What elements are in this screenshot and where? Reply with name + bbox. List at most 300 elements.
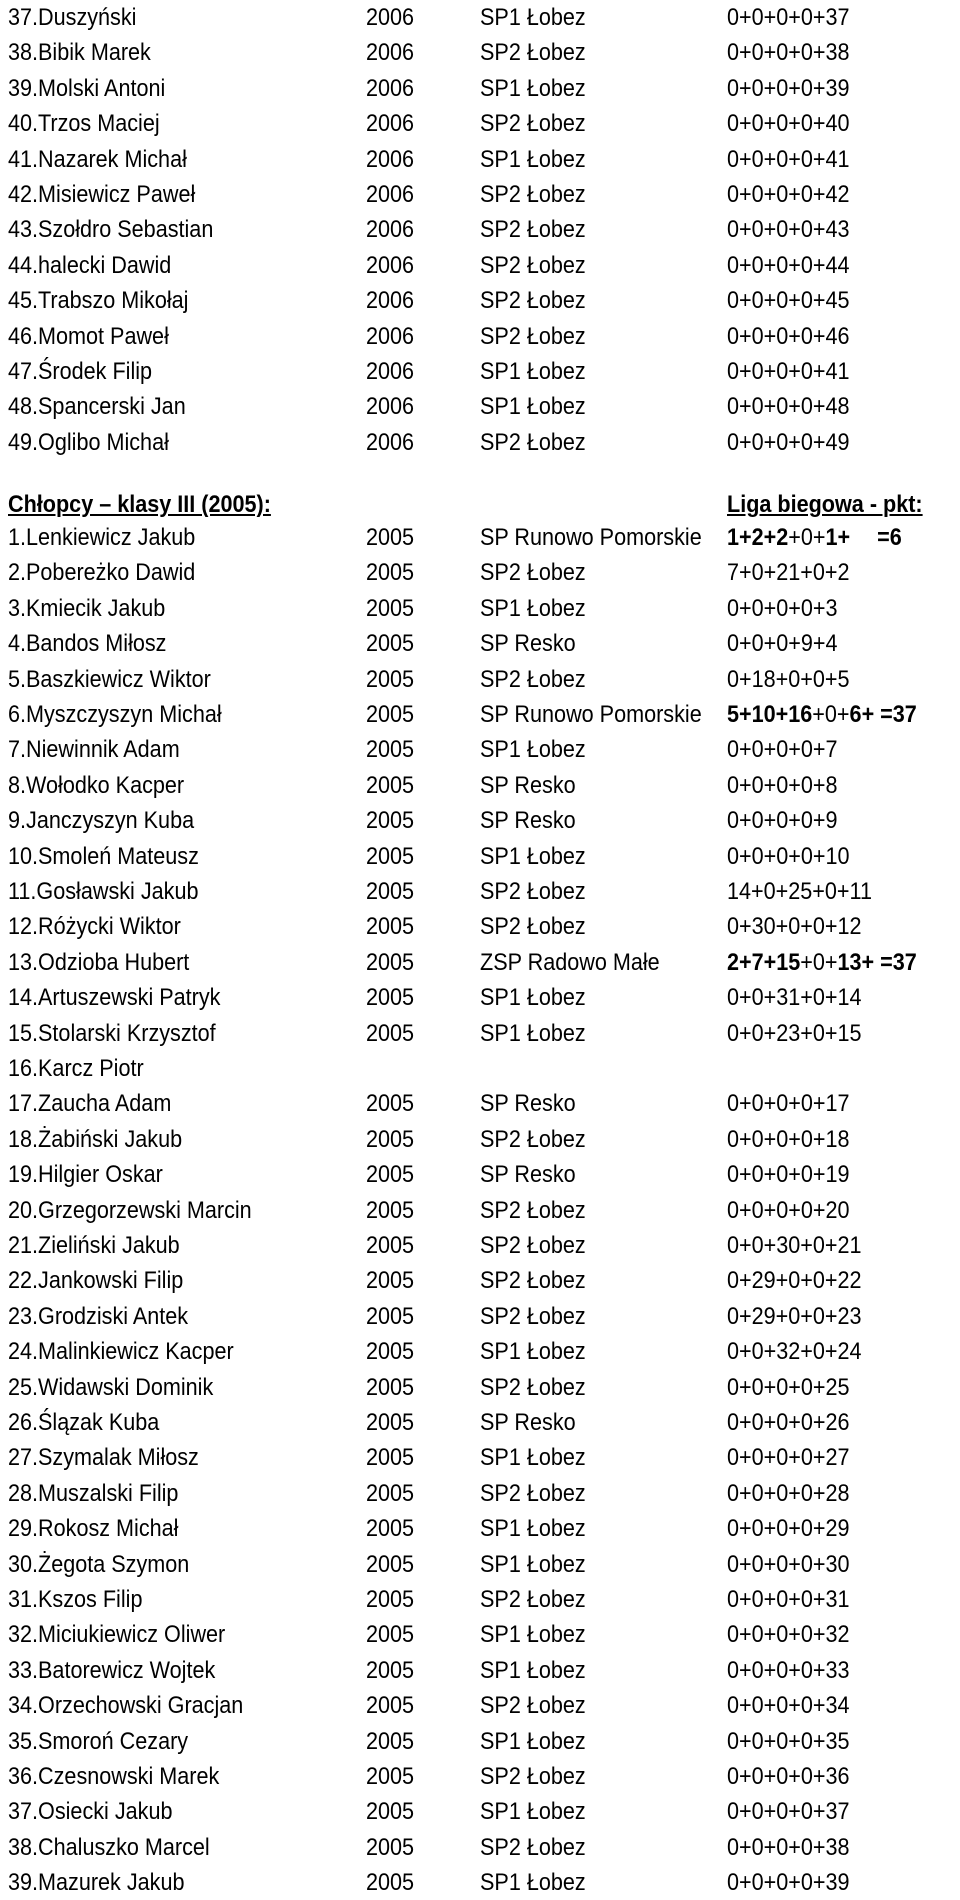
table-row (0, 1830, 960, 1865)
athlete-name: 27.Szymalak Miłosz (8, 1444, 199, 1472)
points-cell (727, 177, 850, 212)
points-cell (727, 248, 850, 283)
school-name: SP Resko (480, 1090, 576, 1118)
school-name: SP2 Łobez (480, 1267, 586, 1295)
points-cell (727, 1830, 850, 1865)
birth-year: 2005 (366, 1090, 415, 1118)
points-segment: 0+0+0+0+32 (727, 1621, 850, 1649)
athlete-name: 1.Lenkiewicz Jakub (8, 524, 196, 551)
athlete-name: 41.Nazarek Michał (8, 145, 187, 173)
school-name: SP Resko (480, 1409, 576, 1436)
school-name: SP1 Łobez (480, 1444, 586, 1472)
athlete-name: 2.Pobereżko Dawid (8, 559, 196, 587)
points-segment: 0+0+0+0+45 (727, 287, 850, 315)
school-name: SP2 Łobez (480, 1833, 586, 1861)
points-cell (727, 1653, 850, 1688)
table-row (0, 1582, 960, 1617)
points-segment: 0+0+0+0+41 (727, 145, 850, 173)
birth-year: 2005 (366, 984, 415, 1012)
table-row (0, 1440, 960, 1475)
school-name: SP2 Łobez (480, 1586, 586, 1613)
school-name: SP2 Łobez (480, 39, 586, 67)
school-name: SP1 Łobez (480, 145, 586, 173)
school-name: SP1 Łobez (480, 842, 586, 870)
school-name: SP2 Łobez (480, 665, 586, 693)
school-name: SP1 Łobez (480, 984, 586, 1012)
points-cell (727, 1370, 850, 1405)
points-cell (727, 1511, 850, 1546)
athlete-name: 7.Niewinnik Adam (8, 736, 180, 764)
birth-year: 2005 (366, 524, 415, 551)
points-cell (727, 1086, 850, 1121)
points-segment: 6+ =37 (849, 701, 917, 728)
points-segment: 0+0+23+0+15 (727, 1019, 862, 1047)
points-cell (727, 1617, 850, 1652)
points-segment: 5+10+16 (727, 701, 813, 728)
points-segment: +0+ (788, 524, 826, 551)
birth-year: 2005 (366, 1409, 415, 1436)
athlete-name: 4.Bandos Miłosz (8, 630, 167, 658)
athlete-name: 24.Malinkiewicz Kacper (8, 1338, 234, 1366)
birth-year: 2005 (366, 701, 415, 728)
athlete-name: 14.Artuszewski Patryk (8, 984, 221, 1012)
athlete-name: 45.Trabszo Mikołaj (8, 287, 189, 315)
school-name: SP1 Łobez (480, 594, 586, 622)
table-row (0, 980, 960, 1015)
athlete-name: 30.Żegota Szymon (8, 1550, 190, 1578)
points-segment: 0+0+0+0+33 (727, 1656, 850, 1684)
table-row (0, 354, 960, 389)
table-row (0, 106, 960, 141)
athlete-name: 48.Spancerski Jan (8, 393, 186, 421)
school-name: SP2 Łobez (480, 1196, 586, 1224)
athlete-name: 18.Żabiński Jakub (8, 1125, 183, 1153)
athlete-name: 21.Zieliński Jakub (8, 1232, 180, 1259)
birth-year: 2005 (366, 1692, 415, 1720)
birth-year: 2005 (366, 1833, 415, 1861)
table-row (0, 1794, 960, 1829)
athlete-name: 46.Momot Paweł (8, 322, 169, 350)
points-segment: 0+0+0+0+31 (727, 1586, 850, 1613)
points-segment: 0+0+0+0+36 (727, 1763, 850, 1790)
athlete-name: 10.Smoleń Mateusz (8, 842, 199, 870)
points-cell (727, 1157, 850, 1192)
school-name: SP2 Łobez (480, 913, 586, 941)
table-row (0, 945, 960, 980)
birth-year: 2005 (366, 736, 415, 764)
athlete-name: 20.Grzegorzewski Marcin (8, 1196, 252, 1224)
points-cell (727, 945, 917, 980)
points-cell (727, 1440, 850, 1475)
table-row (0, 697, 960, 732)
athlete-name: 16.Karcz Piotr (8, 1055, 144, 1082)
birth-year: 2005 (366, 1621, 415, 1649)
birth-year: 2005 (366, 1869, 415, 1897)
athlete-name: 28.Muszalski Filip (8, 1479, 179, 1507)
table-row (0, 212, 960, 247)
table-row (0, 248, 960, 283)
table-row (0, 1688, 960, 1723)
birth-year: 2006 (366, 322, 415, 350)
athlete-name: 23.Grodziski Antek (8, 1302, 189, 1330)
birth-year: 2005 (366, 1232, 415, 1259)
athlete-name: 19.Hilgier Oskar (8, 1161, 163, 1189)
school-name: SP1 Łobez (480, 1515, 586, 1543)
school-name: SP2 Łobez (480, 1692, 586, 1720)
athlete-name: 35.Smoroń Cezary (8, 1727, 189, 1755)
table-row (0, 1653, 960, 1688)
athlete-name: 31.Kszos Filip (8, 1586, 143, 1613)
points-cell (727, 425, 850, 460)
school-name: SP2 Łobez (480, 1125, 586, 1153)
points-cell (727, 142, 850, 177)
points-segment: 0+0+0+0+39 (727, 74, 850, 102)
school-name: SP2 Łobez (480, 110, 586, 138)
table-row (0, 1511, 960, 1546)
points-segment: 7+0+21+0+2 (727, 559, 850, 587)
points-cell (727, 1228, 862, 1263)
athlete-name: 8.Wołodko Kacper (8, 771, 185, 799)
table-row (0, 283, 960, 318)
points-cell (727, 874, 872, 909)
table-row (0, 520, 960, 555)
birth-year: 2005 (366, 878, 415, 905)
athlete-name: 34.Orzechowski Gracjan (8, 1692, 244, 1720)
athlete-name: 11.Gosławski Jakub (8, 878, 199, 905)
athlete-name: 29.Rokosz Michał (8, 1515, 179, 1543)
athlete-name: 22.Jankowski Filip (8, 1267, 184, 1295)
birth-year: 2005 (366, 630, 415, 658)
athlete-name: 49.Oglibo Michał (8, 428, 169, 456)
birth-year: 2005 (366, 1019, 415, 1047)
birth-year: 2005 (366, 594, 415, 622)
points-segment: 1+2+2 (727, 524, 789, 551)
school-name: SP1 Łobez (480, 358, 586, 385)
points-segment: 0+0+0+0+34 (727, 1692, 850, 1720)
table-row (0, 71, 960, 106)
school-name: SP1 Łobez (480, 1656, 586, 1684)
school-name: SP2 Łobez (480, 428, 586, 456)
table-row (0, 1370, 960, 1405)
school-name: SP Resko (480, 1161, 576, 1189)
points-segment: 0+0+0+0+41 (727, 358, 850, 385)
points-cell (727, 283, 850, 318)
points-segment: 0+0+0+0+49 (727, 428, 850, 456)
athlete-name: 33.Batorewicz Wojtek (8, 1656, 216, 1684)
school-name: SP1 Łobez (480, 74, 586, 102)
points-segment: 0+0+32+0+24 (727, 1338, 862, 1366)
points-cell (727, 35, 850, 70)
athlete-name: 6.Myszczyszyn Michał (8, 701, 222, 728)
table-row (0, 803, 960, 838)
birth-year: 2006 (366, 358, 415, 385)
points-segment: 2+7+15 (727, 948, 801, 976)
table-row (0, 1016, 960, 1051)
school-name: SP2 Łobez (480, 1373, 586, 1401)
points-segment: 0+0+0+0+10 (727, 842, 850, 870)
points-cell (727, 520, 902, 555)
points-segment: 0+0+0+0+8 (727, 771, 838, 799)
birth-year: 2005 (366, 1763, 415, 1790)
table-row (0, 177, 960, 212)
points-segment: 0+0+0+0+25 (727, 1373, 850, 1401)
points-cell (727, 555, 850, 590)
points-cell (727, 768, 838, 803)
table-row (0, 389, 960, 424)
table-row (0, 1724, 960, 1759)
birth-year: 2005 (366, 1338, 415, 1366)
table-row (0, 874, 960, 909)
birth-year: 2006 (366, 181, 415, 208)
points-segment: =6 (877, 524, 902, 551)
birth-year: 2005 (366, 913, 415, 941)
table-row (0, 1122, 960, 1157)
table-row (0, 1476, 960, 1511)
school-name: SP Resko (480, 771, 576, 799)
points-segment: 0+0+0+0+3 (727, 594, 838, 622)
points-cell (727, 1759, 850, 1794)
birth-year: 2006 (366, 216, 415, 244)
birth-year: 2005 (366, 1373, 415, 1401)
points-cell (727, 106, 850, 141)
school-name: SP2 Łobez (480, 1479, 586, 1507)
points-segment: 0+0+31+0+14 (727, 984, 862, 1012)
points-segment: 0+0+0+0+19 (727, 1161, 850, 1189)
table-row (0, 1051, 960, 1086)
athlete-name: 25.Widawski Dominik (8, 1373, 214, 1401)
birth-year: 2006 (366, 110, 415, 138)
birth-year: 2005 (366, 1586, 415, 1613)
school-name: SP1 Łobez (480, 4, 586, 31)
points-segment: +0+ (800, 948, 838, 976)
athlete-name: 39.Mazurek Jakub (8, 1869, 185, 1897)
table-row (0, 555, 960, 590)
points-segment: 0+0+0+0+39 (727, 1869, 850, 1897)
school-name: SP2 Łobez (480, 251, 586, 279)
table-row (0, 35, 960, 70)
table-row (0, 1299, 960, 1334)
birth-year: 2005 (366, 948, 415, 976)
points-cell (727, 389, 850, 424)
section-header (0, 487, 960, 522)
athlete-name: 37.Osiecki Jakub (8, 1798, 173, 1826)
table-row (0, 1193, 960, 1228)
birth-year: 2005 (366, 1727, 415, 1755)
points-segment: 0+0+0+0+26 (727, 1409, 850, 1436)
birth-year: 2005 (366, 1125, 415, 1153)
birth-year: 2006 (366, 287, 415, 315)
athlete-name: 40.Trzos Maciej (8, 110, 160, 138)
school-name: SP2 Łobez (480, 322, 586, 350)
points-segment: 0+0+0+0+20 (727, 1196, 850, 1224)
birth-year: 2005 (366, 1444, 415, 1472)
points-segment: 1+ (825, 524, 851, 551)
points-cell (727, 0, 850, 35)
birth-year: 2005 (366, 1302, 415, 1330)
table-row (0, 142, 960, 177)
points-segment: 0+0+0+0+35 (727, 1727, 850, 1755)
birth-year: 2006 (366, 4, 415, 31)
points-cell (727, 1016, 862, 1051)
section-heading: Chłopcy – klasy III (2005): (8, 491, 271, 518)
points-cell (727, 1865, 850, 1900)
points-cell (727, 71, 850, 106)
points-segment: 0+0+0+0+27 (727, 1444, 850, 1472)
points-segment: 0+30+0+0+12 (727, 913, 862, 941)
birth-year: 2006 (366, 428, 415, 456)
athlete-name: 26.Ślązak Kuba (8, 1409, 160, 1436)
points-segment: 0+0+30+0+21 (727, 1232, 862, 1259)
school-name: SP1 Łobez (480, 1869, 586, 1897)
points-cell (727, 732, 838, 767)
table-row (0, 319, 960, 354)
table-row (0, 1759, 960, 1794)
birth-year: 2005 (366, 1550, 415, 1578)
athlete-name: 12.Różycki Wiktor (8, 913, 181, 941)
table-row (0, 768, 960, 803)
points-cell (727, 1334, 862, 1369)
points-segment: 0+0+0+0+18 (727, 1125, 850, 1153)
birth-year: 2005 (366, 559, 415, 587)
table-row (0, 1865, 960, 1900)
table-row (0, 425, 960, 460)
school-name: SP Runowo Pomorskie (480, 524, 702, 551)
birth-year: 2005 (366, 771, 415, 799)
table-row (0, 839, 960, 874)
points-segment: 0+0+0+0+37 (727, 4, 850, 31)
school-name: SP Resko (480, 807, 576, 835)
school-name: SP1 Łobez (480, 1727, 586, 1755)
athlete-name: 39.Molski Antoni (8, 74, 166, 102)
birth-year: 2005 (366, 1798, 415, 1826)
birth-year: 2005 (366, 1656, 415, 1684)
table-row (0, 1405, 960, 1440)
points-cell (727, 980, 862, 1015)
points-segment: 0+0+0+0+43 (727, 216, 850, 244)
points-segment: 0+0+0+0+46 (727, 322, 850, 350)
school-name: SP2 Łobez (480, 1232, 586, 1259)
birth-year: 2006 (366, 251, 415, 279)
athlete-name: 13.Odzioba Hubert (8, 948, 190, 976)
points-cell (727, 662, 850, 697)
school-name: SP Resko (480, 630, 576, 658)
school-name: SP2 Łobez (480, 878, 586, 905)
birth-year: 2005 (366, 1161, 415, 1189)
birth-year: 2006 (366, 74, 415, 102)
table-row (0, 1547, 960, 1582)
points-cell (727, 803, 838, 838)
school-name: SP1 Łobez (480, 1338, 586, 1366)
athlete-name: 42.Misiewicz Paweł (8, 181, 196, 208)
birth-year: 2006 (366, 145, 415, 173)
points-cell (727, 319, 850, 354)
table-row (0, 732, 960, 767)
school-name: SP2 Łobez (480, 216, 586, 244)
birth-year: 2005 (366, 1267, 415, 1295)
athlete-name: 47.Środek Filip (8, 358, 153, 385)
points-segment: 0+18+0+0+5 (727, 665, 850, 693)
birth-year: 2005 (366, 807, 415, 835)
points-segment: 0+0+0+0+48 (727, 393, 850, 421)
points-cell (727, 1724, 850, 1759)
athlete-name: 32.Miciukiewicz Oliwer (8, 1621, 226, 1649)
athlete-name: 37.Duszyński (8, 4, 137, 31)
points-cell (727, 212, 850, 247)
table-row (0, 0, 960, 35)
birth-year: 2005 (366, 1196, 415, 1224)
points-cell (727, 354, 850, 389)
table-row (0, 1334, 960, 1369)
school-name: ZSP Radowo Małe (480, 948, 660, 976)
points-segment: 0+0+0+0+38 (727, 1833, 850, 1861)
athlete-name: 38.Chaluszko Marcel (8, 1833, 210, 1861)
points-segment: 0+0+0+0+7 (727, 736, 838, 764)
school-name: SP2 Łobez (480, 1302, 586, 1330)
points-segment: 0+0+0+0+40 (727, 110, 850, 138)
points-cell (727, 591, 838, 626)
table-row (0, 626, 960, 661)
points-segment: 0+0+0+0+30 (727, 1550, 850, 1578)
points-segment: 14+0+25+0+11 (727, 878, 872, 905)
athlete-name: 44.halecki Dawid (8, 251, 172, 279)
birth-year: 2005 (366, 842, 415, 870)
points-segment: 13+ =37 (837, 948, 917, 976)
athlete-name: 36.Czesnowski Marek (8, 1763, 220, 1790)
athlete-name: 9.Janczyszyn Kuba (8, 807, 195, 835)
points-cell (727, 1547, 850, 1582)
points-segment: 0+0+0+9+4 (727, 630, 838, 658)
athlete-name: 38.Bibik Marek (8, 39, 151, 67)
athlete-name: 3.Kmiecik Jakub (8, 594, 166, 622)
points-segment: 0+0+0+0+9 (727, 807, 838, 835)
table-row (0, 1617, 960, 1652)
points-cell (727, 1688, 850, 1723)
athlete-name: 15.Stolarski Krzysztof (8, 1019, 216, 1047)
points-segment: 0+0+0+0+17 (727, 1090, 850, 1118)
school-name: SP Runowo Pomorskie (480, 701, 702, 728)
school-name: SP2 Łobez (480, 559, 586, 587)
table-row (0, 1157, 960, 1192)
points-cell (727, 1476, 850, 1511)
points-cell (727, 1299, 862, 1334)
birth-year: 2006 (366, 39, 415, 67)
school-name: SP2 Łobez (480, 287, 586, 315)
school-name: SP1 Łobez (480, 1550, 586, 1578)
school-name: SP1 Łobez (480, 1798, 586, 1826)
table-row (0, 1086, 960, 1121)
points-cell (727, 909, 862, 944)
points-segment: 0+0+0+0+28 (727, 1479, 850, 1507)
table-row (0, 909, 960, 944)
athlete-name: 43.Szołdro Sebastian (8, 216, 214, 244)
points-segment: 0+0+0+0+38 (727, 39, 850, 67)
school-name: SP1 Łobez (480, 1019, 586, 1047)
table-row (0, 591, 960, 626)
birth-year: 2006 (366, 393, 415, 421)
table-row (0, 1228, 960, 1263)
points-segment: 0+29+0+0+23 (727, 1302, 862, 1330)
points-cell (727, 1582, 850, 1617)
points-segment: 0+0+0+0+44 (727, 251, 850, 279)
school-name: SP1 Łobez (480, 736, 586, 764)
points-cell (727, 1122, 850, 1157)
points-cell (727, 1794, 850, 1829)
school-name: SP1 Łobez (480, 393, 586, 421)
points-segment: 0+0+0+0+37 (727, 1798, 850, 1826)
points-cell (727, 697, 917, 732)
birth-year: 2005 (366, 1515, 415, 1543)
points-cell (727, 839, 850, 874)
